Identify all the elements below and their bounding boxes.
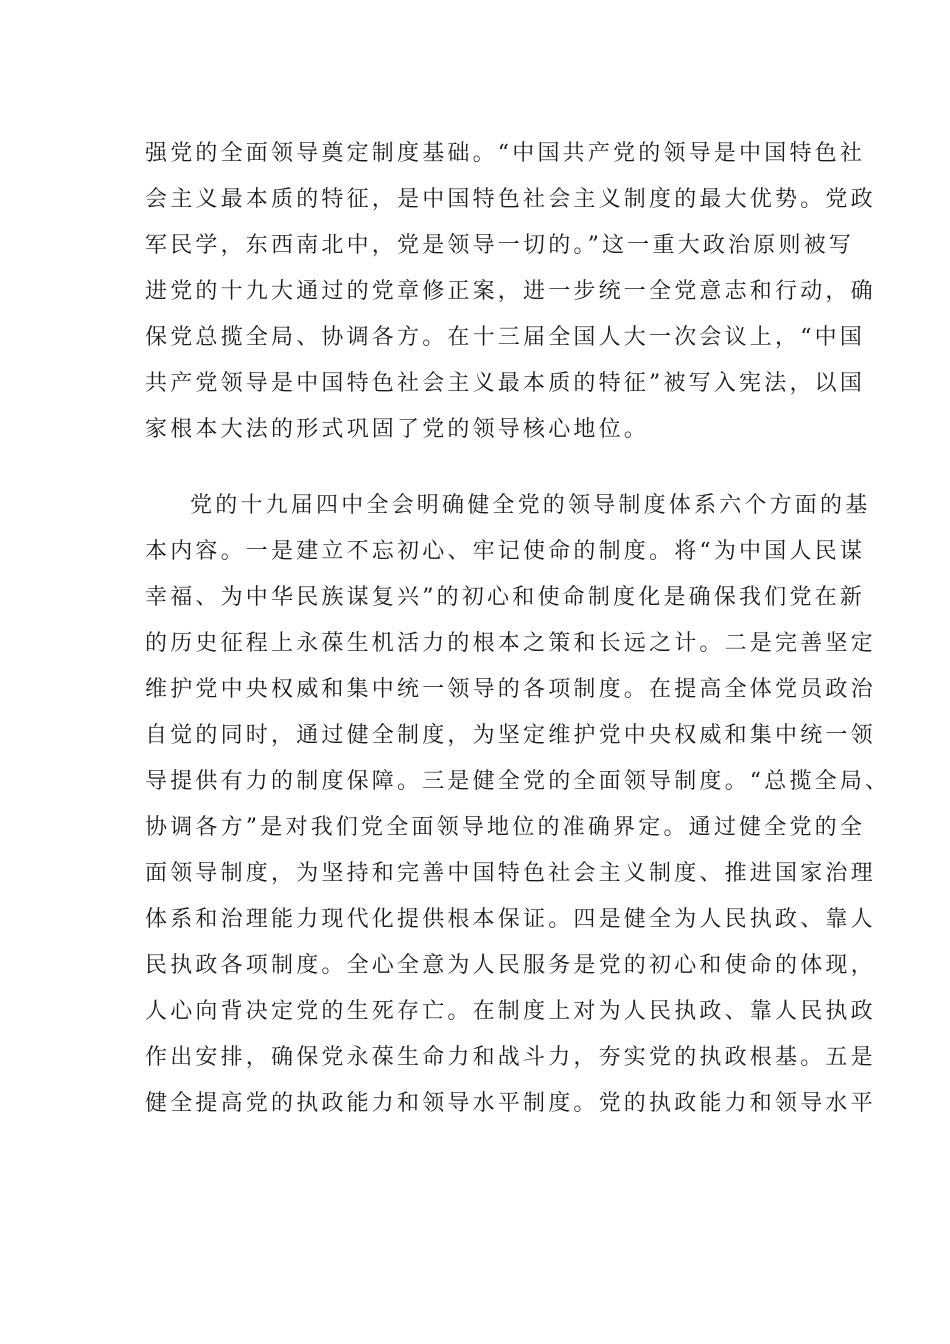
text-line: 体系和治理能力现代化提供根本保证。四是健全为人民执政、靠人 bbox=[145, 907, 876, 932]
text-line: 人心向背决定党的生死存亡。在制度上对为人民执政、靠人民执政 bbox=[145, 999, 876, 1024]
text-line: 本内容。一是建立不忘初心、牢记使命的制度。将“为中国人民谋 bbox=[145, 539, 866, 564]
text-line: 面领导制度，为坚持和完善中国特色社会主义制度、推进国家治理 bbox=[145, 861, 876, 886]
text-line: 强党的全面领导奠定制度基础。“中国共产党的领导是中国特色社 bbox=[145, 141, 866, 166]
text-line: 的历史征程上永葆生机活力的根本之策和长远之计。二是完善坚定 bbox=[145, 631, 876, 656]
text-line: 导提供有力的制度保障。三是健全党的全面领导制度。“总揽全局、 bbox=[145, 769, 891, 794]
text-line: 健全提高党的执政能力和领导水平制度。党的执政能力和领导水平 bbox=[145, 1091, 876, 1116]
text-line: 会主义最本质的特征，是中国特色社会主义制度的最大优势。党政 bbox=[145, 187, 876, 212]
text-line: 党的十九届四中全会明确健全党的领导制度体系六个方面的基 bbox=[190, 493, 871, 518]
text-line: 作出安排，确保党永葆生命力和战斗力，夯实党的执政根基。五是 bbox=[145, 1045, 876, 1070]
text-line: 幸福、为中华民族谋复兴”的初心和使命制度化是确保我们党在新 bbox=[145, 585, 866, 610]
text-line: 维护党中央权威和集中统一领导的各项制度。在提高全体党员政治 bbox=[145, 677, 876, 702]
text-line: 军民学，东西南北中，党是领导一切的。”这一重大政治原则被写 bbox=[145, 233, 855, 258]
text-line: 保党总揽全局、协调各方。在十三届全国人大一次会议上，“中国 bbox=[145, 325, 866, 350]
text-line: 自觉的同时，通过健全制度，为坚定维护党中央权威和集中统一领 bbox=[145, 723, 876, 748]
text-line: 进党的十九大通过的党章修正案，进一步统一全党意志和行动，确 bbox=[145, 279, 876, 304]
text-line: 共产党领导是中国特色社会主义最本质的特征”被写入宪法，以国 bbox=[145, 371, 866, 396]
text-line: 民执政各项制度。全心全意为人民服务是党的初心和使命的体现， bbox=[145, 953, 876, 978]
text-line: 协调各方”是对我们党全面领导地位的准确界定。通过健全党的全 bbox=[145, 815, 866, 840]
text-line: 家根本大法的形式巩固了党的领导核心地位。 bbox=[145, 417, 650, 442]
